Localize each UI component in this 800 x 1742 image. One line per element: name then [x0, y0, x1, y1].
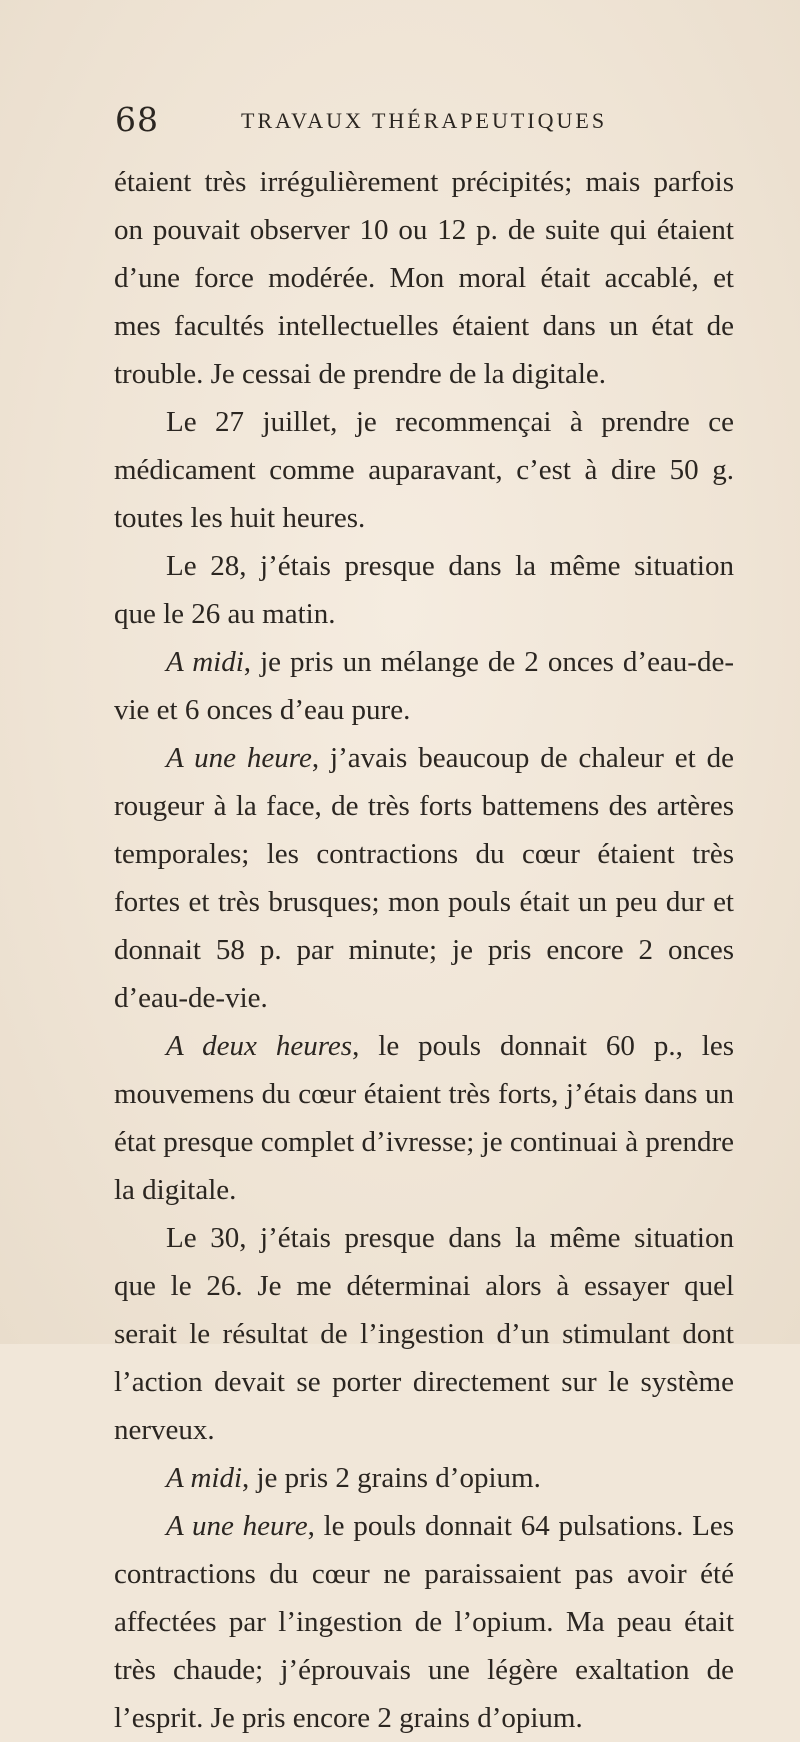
- page-number: 68: [115, 100, 159, 139]
- paragraph-8: [114, 1454, 734, 1502]
- paragraph-text: Le 28, j’étais presque dans la même situation que le 26 au matin.: [114, 550, 734, 630]
- time-lead: A midi: [166, 1462, 242, 1494]
- time-lead: A une heure: [166, 742, 312, 774]
- paragraph-5: [114, 734, 734, 1022]
- paragraph-text: , le pouls donnait 64 pulsations. Les contractions du cœur ne paraissaient pas avoir été affectées par l’ingestion de l’opium. Ma peau était très chaude; j’éprouvais une légère exaltation de l’esprit. Je pris encore 2 grains d’opium.: [114, 1510, 734, 1734]
- time-lead: A deux heures: [166, 1030, 353, 1062]
- time-lead: A midi: [166, 646, 244, 678]
- paragraph-text: , le pouls donnait 60 p., les mouvemens du cœur étaient très forts, j’étais dans un état presque complet d’ivresse; je continuai à prendre la digitale.: [114, 1030, 734, 1206]
- paragraph-3: [114, 542, 734, 638]
- paragraph-7: [114, 1214, 734, 1454]
- page-header: [115, 100, 755, 140]
- paragraph-text: , je pris un mélange de 2 onces d’eau-de-vie et 6 onces d’eau pure.: [114, 646, 734, 726]
- paragraph-9: [114, 1502, 734, 1742]
- paragraph-text: étaient très irrégulièrement précipités; mais parfois on pouvait observer 10 ou 12 p. de suite qui étaient d’une force modérée. Mon moral était accablé, et mes facultés intellectuelles étaient dans un état de trouble. Je cessai de prendre de la digitale.: [114, 166, 734, 390]
- paragraph-text: , j’avais beaucoup de chaleur et de rougeur à la face, de très forts battemens des artères temporales; les contractions du cœur étaient très fortes et très brusques; mon pouls était un peu dur et donnait 58 p. par minute; je pris encore 2 onces d’eau-de-vie.: [114, 742, 734, 1014]
- paragraph-text: Le 30, j’étais presque dans la même situation que le 26. Je me déterminai alors à essayer quel serait le résultat de l’ingestion d’un stimulant dont l’action devait se porter directement sur le système nerveux.: [114, 1222, 734, 1446]
- running-head: TRAVAUX THÉRAPEUTIQUES: [241, 108, 608, 133]
- paragraph-2: [114, 398, 734, 542]
- paragraph-6: [114, 1022, 734, 1214]
- time-lead: A une heure: [166, 1510, 308, 1542]
- paragraph-1: [114, 158, 734, 398]
- body-text: [114, 158, 734, 1742]
- paragraph-text: Le 27 juillet, je recommençai à prendre ce médicament comme auparavant, c’est à dire 50 g. toutes les huit heures.: [114, 406, 734, 534]
- paragraph-4: [114, 638, 734, 734]
- paragraph-text: , je pris 2 grains d’opium.: [242, 1462, 541, 1494]
